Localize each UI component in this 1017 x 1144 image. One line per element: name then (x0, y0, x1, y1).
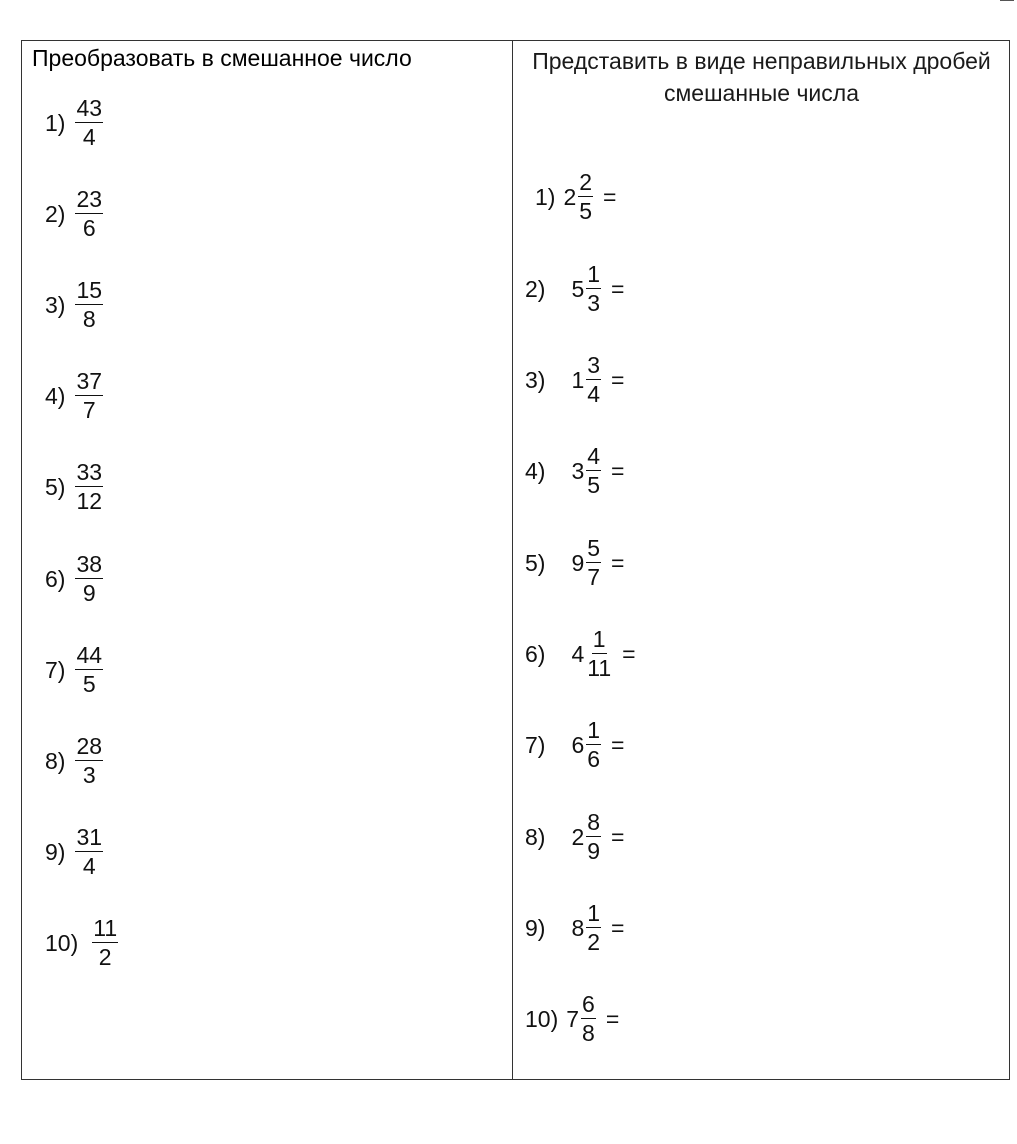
denominator: 6 (82, 215, 96, 241)
whole-part: 9 (571, 549, 585, 576)
fraction (581, 991, 596, 1047)
denominator: 7 (82, 397, 96, 423)
whole-part: 4 (571, 640, 585, 667)
item-number: 5) (45, 473, 66, 500)
fraction (586, 717, 601, 773)
corner-mark (1000, 0, 1014, 1)
whole-part: 5 (571, 275, 585, 302)
numerator: 2 (579, 169, 593, 195)
right-exercise-item (525, 352, 624, 408)
item-number: 7) (525, 731, 546, 758)
equals-sign: = (611, 275, 625, 302)
fraction (75, 551, 103, 607)
denominator: 2 (587, 929, 601, 955)
right-exercise-item (525, 261, 624, 317)
numerator: 43 (76, 95, 103, 121)
column-divider (512, 41, 513, 1079)
denominator: 4 (82, 124, 96, 150)
fraction (75, 368, 103, 424)
numerator: 1 (587, 717, 601, 743)
equals-sign: = (603, 183, 617, 210)
fraction (75, 459, 103, 515)
denominator: 5 (82, 671, 96, 697)
item-number: 1) (45, 109, 66, 136)
denominator: 12 (76, 488, 103, 514)
right-exercise-item (535, 169, 616, 225)
item-number: 10) (45, 929, 79, 956)
left-exercise-item (45, 824, 105, 880)
denominator: 2 (98, 944, 112, 970)
numerator: 3 (587, 352, 601, 378)
numerator: 4 (587, 443, 601, 469)
left-exercise-item (45, 459, 105, 515)
left-column-title: Преобразовать в смешанное число (32, 45, 412, 71)
item-number: 8) (45, 747, 66, 774)
fraction (578, 169, 593, 225)
denominator: 8 (582, 1020, 595, 1046)
numerator: 11 (93, 915, 118, 941)
item-number: 8) (525, 823, 546, 850)
fraction (75, 642, 103, 698)
fraction (586, 900, 601, 956)
equals-sign: = (605, 1005, 620, 1032)
equals-sign: = (611, 549, 625, 576)
left-exercise-item (45, 915, 120, 971)
whole-part: 8 (571, 914, 585, 941)
equals-sign: = (611, 823, 625, 850)
item-number: 5) (525, 549, 546, 576)
fraction (586, 261, 601, 317)
fraction (75, 824, 103, 880)
item-number: 10) (525, 1005, 559, 1032)
fraction (586, 352, 601, 408)
numerator: 28 (76, 733, 103, 759)
numerator: 44 (76, 642, 103, 668)
item-number: 6) (45, 565, 66, 592)
numerator: 33 (76, 459, 103, 485)
whole-part: 2 (571, 823, 585, 850)
equals-sign: = (611, 731, 625, 758)
denominator: 9 (82, 580, 96, 606)
numerator: 8 (587, 809, 601, 835)
denominator: 6 (587, 746, 601, 772)
right-exercise-item (525, 443, 624, 499)
right-exercise-item (525, 717, 624, 773)
denominator: 5 (587, 472, 601, 498)
numerator: 6 (582, 991, 595, 1017)
denominator: 9 (587, 838, 601, 864)
denominator: 3 (587, 290, 601, 316)
item-number: 9) (525, 914, 546, 941)
denominator: 8 (82, 306, 96, 332)
left-exercise-item (45, 733, 105, 789)
fraction (75, 186, 103, 242)
numerator: 5 (587, 535, 601, 561)
denominator: 3 (82, 762, 96, 788)
item-number: 3) (525, 366, 546, 393)
fraction (586, 626, 612, 682)
denominator: 4 (82, 853, 96, 879)
right-exercise-item (525, 991, 619, 1047)
item-number: 1) (535, 183, 556, 210)
right-exercise-item (525, 900, 624, 956)
fraction (75, 277, 103, 333)
fraction (75, 95, 103, 151)
whole-part: 3 (571, 457, 585, 484)
numerator: 38 (76, 551, 103, 577)
fraction (586, 809, 601, 865)
left-exercise-item (45, 277, 105, 333)
equals-sign: = (611, 914, 625, 941)
worksheet-table (21, 40, 1010, 1080)
equals-sign: = (622, 640, 636, 667)
right-exercise-item (525, 626, 636, 682)
left-exercise-item (45, 642, 105, 698)
item-number: 4) (525, 457, 546, 484)
numerator: 15 (76, 277, 103, 303)
right-exercise-item (525, 809, 624, 865)
item-number: 3) (45, 291, 66, 318)
left-exercise-item (45, 551, 105, 607)
item-number: 2) (45, 200, 66, 227)
whole-part: 7 (566, 1005, 580, 1032)
fraction (586, 535, 601, 591)
numerator: 23 (76, 186, 103, 212)
item-number: 4) (45, 382, 66, 409)
item-number: 2) (525, 275, 546, 302)
whole-part: 2 (563, 183, 577, 210)
left-exercise-item (45, 95, 105, 151)
right-exercise-item (525, 535, 624, 591)
item-number: 6) (525, 640, 546, 667)
item-number: 9) (45, 838, 66, 865)
numerator: 37 (76, 368, 103, 394)
numerator: 1 (587, 261, 601, 287)
numerator: 1 (592, 626, 606, 652)
left-exercise-item (45, 186, 105, 242)
numerator: 31 (76, 824, 103, 850)
denominator: 4 (587, 381, 601, 407)
denominator: 11 (587, 655, 612, 681)
equals-sign: = (611, 366, 625, 393)
fraction (586, 443, 601, 499)
fraction (75, 733, 103, 789)
left-exercise-item (45, 368, 105, 424)
fraction (92, 915, 118, 971)
item-number: 7) (45, 656, 66, 683)
whole-part: 1 (571, 366, 585, 393)
whole-part: 6 (571, 731, 585, 758)
equals-sign: = (611, 457, 625, 484)
numerator: 1 (587, 900, 601, 926)
right-column-title: Представить в виде неправильных дробей смешанные числа (532, 48, 991, 106)
denominator: 5 (579, 198, 593, 224)
denominator: 7 (587, 564, 601, 590)
